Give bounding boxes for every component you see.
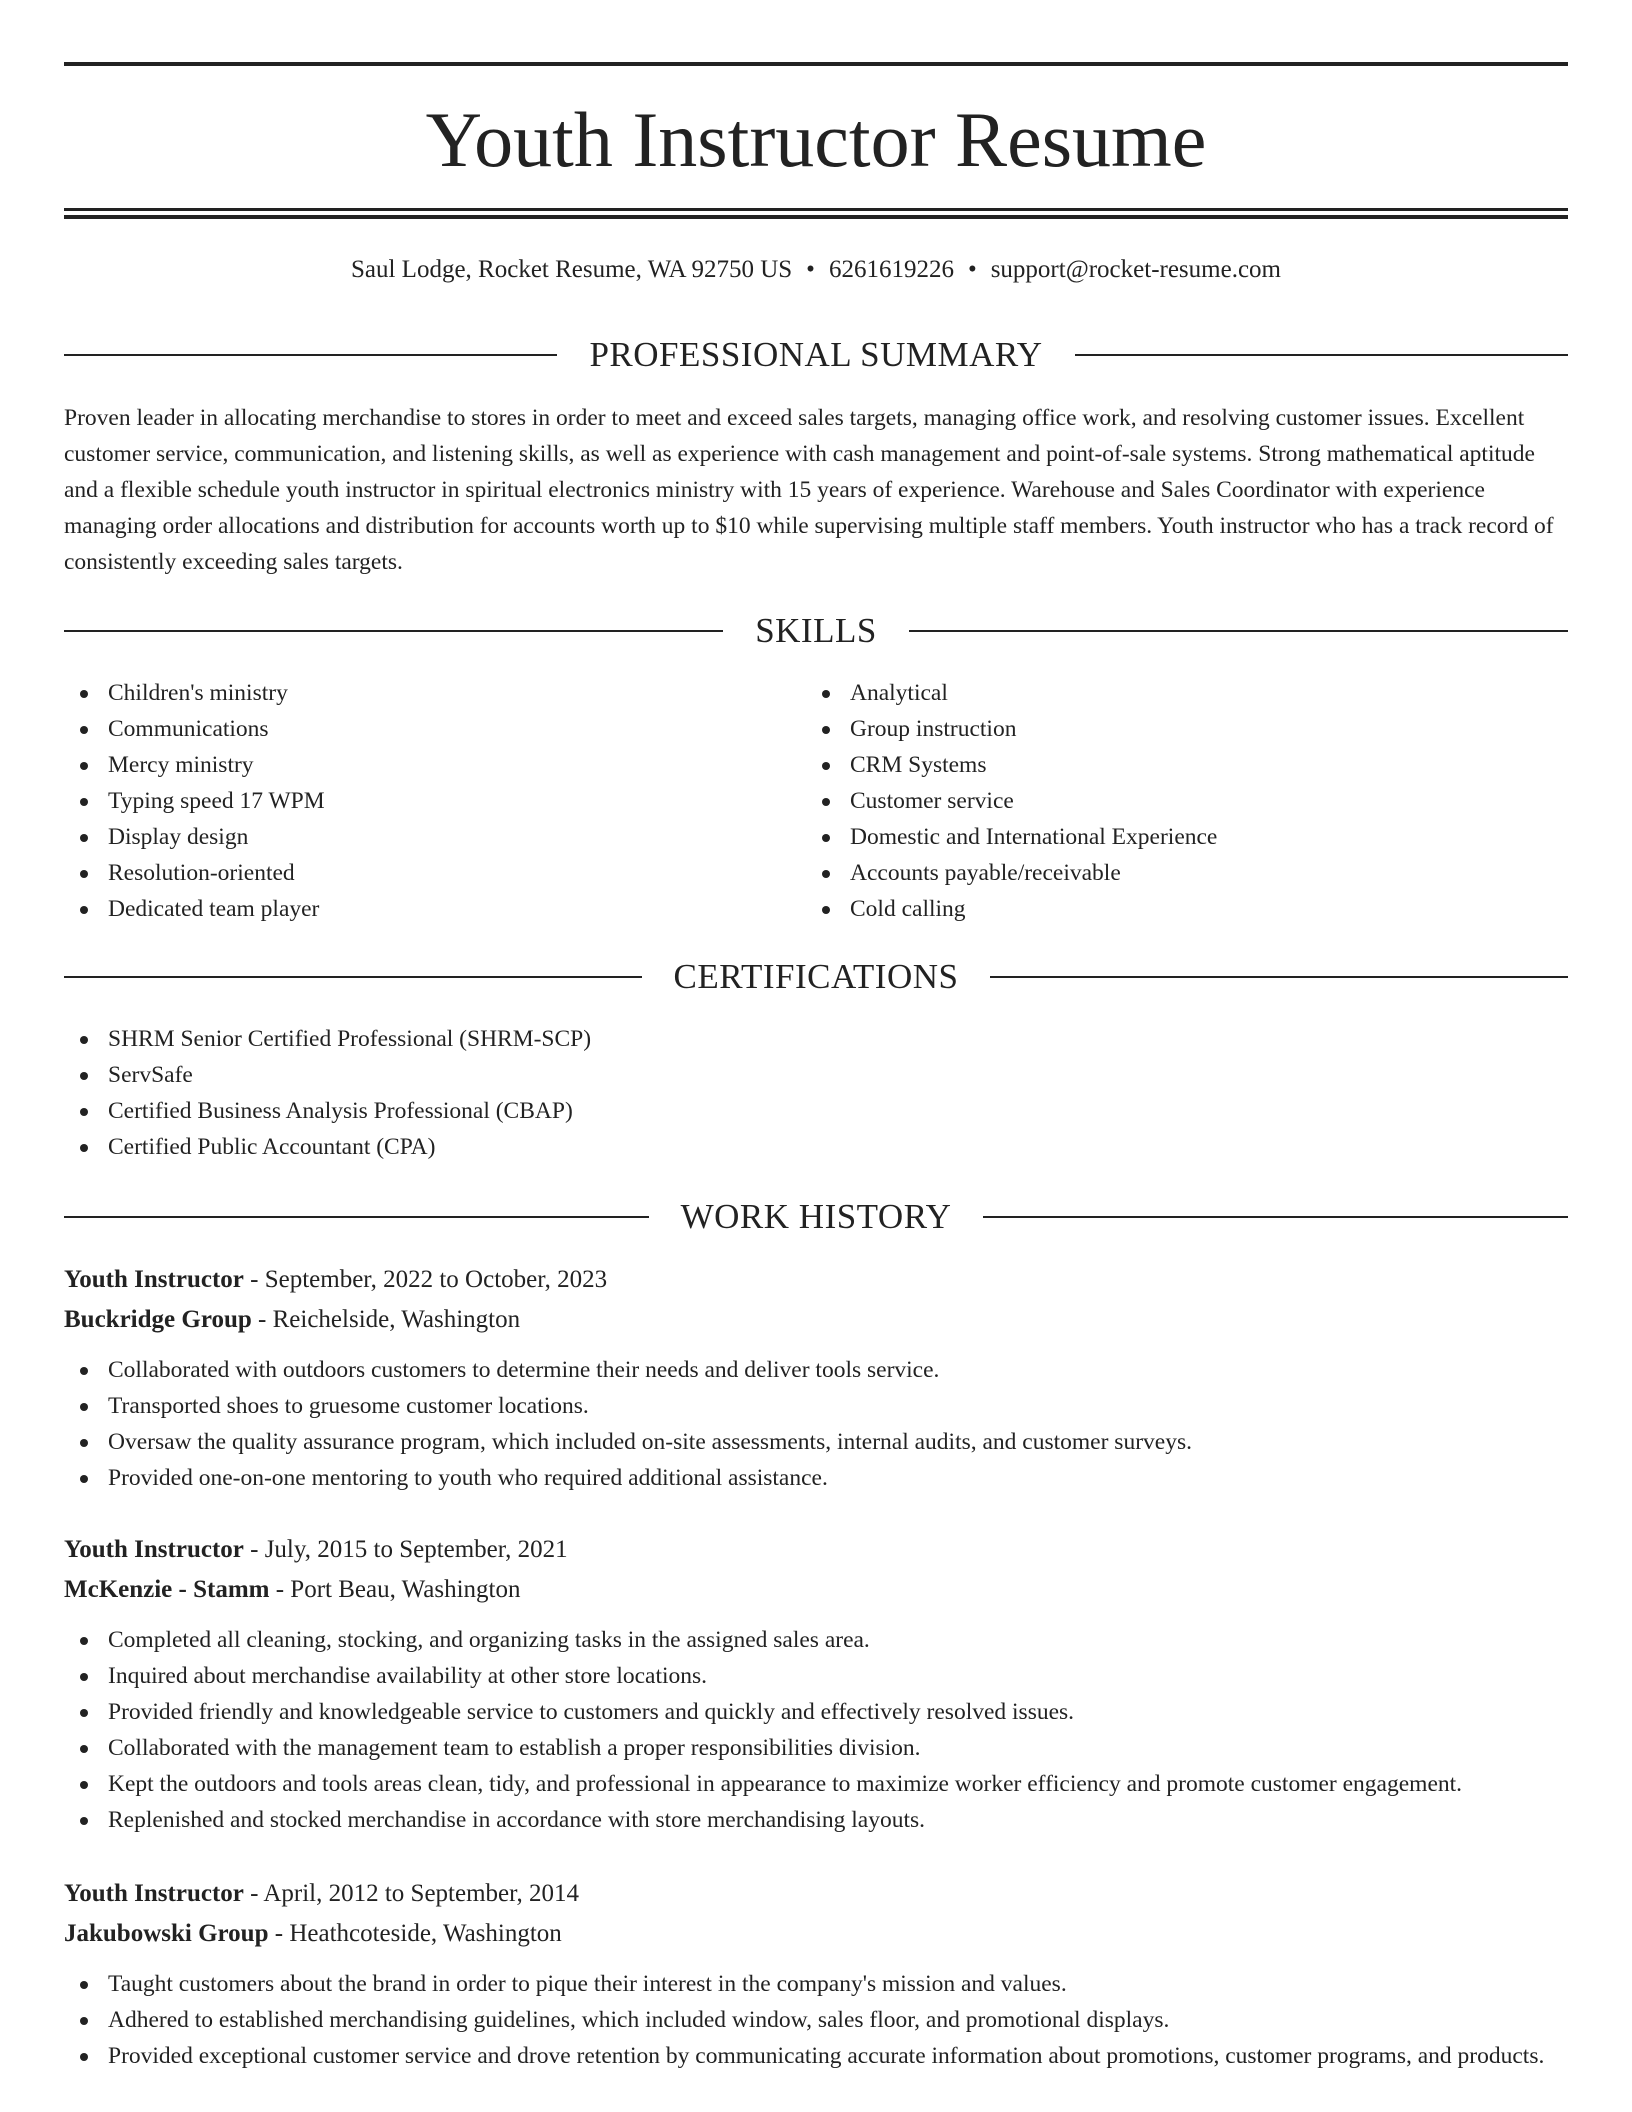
skill-item: Group instruction xyxy=(806,711,1566,747)
section-header-summary xyxy=(64,333,1568,377)
page-title: Youth Instructor Resume xyxy=(425,96,1207,183)
divider-line xyxy=(983,1216,1568,1218)
job-bullet: Provided one-on-one mentoring to youth who required additional assistance. xyxy=(64,1460,1568,1496)
skill-item: Domestic and International Experience xyxy=(806,819,1566,855)
job-location: - Port Beau, Washington xyxy=(269,1576,521,1603)
skills-list-left xyxy=(64,675,764,927)
job-dates: - April, 2012 to September, 2014 xyxy=(243,1880,579,1907)
certification-item: Certified Business Analysis Professional (CBAP) xyxy=(64,1093,1564,1129)
skills-list-right xyxy=(806,675,1566,927)
skill-item: Dedicated team player xyxy=(64,891,764,927)
top-rule xyxy=(64,62,1568,66)
job-location: - Heathcoteside, Washington xyxy=(268,1920,562,1947)
certifications-list xyxy=(64,1021,1564,1165)
section-title-summary: PROFESSIONAL SUMMARY xyxy=(589,335,1043,374)
job-company: Buckridge Group xyxy=(64,1306,252,1333)
job-bullet: Collaborated with the management team to establish a proper responsibilities division. xyxy=(64,1730,1568,1766)
section-title-skills: SKILLS xyxy=(755,611,877,650)
contact-separator: • xyxy=(967,256,977,283)
skill-item: Customer service xyxy=(806,783,1566,819)
job-bullet: Adhered to established merchandising guidelines, which included window, sales floor, and promotional displays. xyxy=(64,2002,1568,2038)
job-title: Youth Instructor xyxy=(64,1880,244,1907)
contact-phone: 6261619226 xyxy=(828,256,954,283)
job-bullet: Completed all cleaning, stocking, and organizing tasks in the assigned sales area. xyxy=(64,1622,1568,1658)
certification-item: Certified Public Accountant (CPA) xyxy=(64,1129,1564,1165)
divider-line xyxy=(64,630,723,632)
job-title-line xyxy=(64,1260,1568,1300)
skill-item: Cold calling xyxy=(806,891,1566,927)
divider-line xyxy=(64,354,557,356)
job-company-line xyxy=(64,1914,1568,1954)
contact-address: Saul Lodge, Rocket Resume, WA 92750 US xyxy=(350,256,793,283)
title-rule-lower xyxy=(64,215,1568,219)
skill-item: Analytical xyxy=(806,675,1566,711)
skill-item: Communications xyxy=(64,711,764,747)
skill-item: Accounts payable/receivable xyxy=(806,855,1566,891)
skill-item: Display design xyxy=(64,819,764,855)
divider-line xyxy=(64,976,642,978)
divider-line xyxy=(990,976,1568,978)
job-company: Jakubowski Group xyxy=(64,1920,269,1947)
job-bullet: Inquired about merchandise availability at other store locations. xyxy=(64,1658,1568,1694)
summary-paragraph: Proven leader in allocating merchandise to stores in order to meet and exceed sales targets, managing office work, and resolving customer issues. Excellent customer service, communication, and listening skills, as well as experience with cash management and point-of-sale systems. Strong mathematical aptitude and a flexible schedule youth instructor in spiritual electronics ministry with 15 years of experience. Warehouse and Sales Coordinator with experience managing order allocations and distribution for accounts worth up to $10 while supervising multiple staff members. Youth instructor who has a track record of consistently exceeding sales targets. xyxy=(64,405,1554,575)
job-title: Youth Instructor xyxy=(64,1536,244,1563)
job-bullets xyxy=(64,1966,1568,2074)
job-bullets xyxy=(64,1352,1568,1496)
section-header-certifications xyxy=(64,955,1568,999)
title-rule-upper xyxy=(64,208,1568,211)
divider-line xyxy=(64,1216,649,1218)
job-company: McKenzie - Stamm xyxy=(64,1576,270,1603)
job-entry xyxy=(64,1260,1568,1496)
job-dates: - September, 2022 to October, 2023 xyxy=(243,1266,608,1293)
job-bullet: Collaborated with outdoors customers to determine their needs and deliver tools service. xyxy=(64,1352,1568,1388)
skill-item: Resolution-oriented xyxy=(64,855,764,891)
job-bullet: Kept the outdoors and tools areas clean, tidy, and professional in appearance to maximize worker efficiency and promote customer engagement. xyxy=(64,1766,1568,1802)
certification-item: SHRM Senior Certified Professional (SHRM-SCP) xyxy=(64,1021,1564,1057)
job-company-line xyxy=(64,1300,1568,1340)
section-title-certifications: CERTIFICATIONS xyxy=(673,957,959,996)
job-bullet: Taught customers about the brand in order to pique their interest in the company's mission and values. xyxy=(64,1966,1568,2002)
job-bullet: Transported shoes to gruesome customer locations. xyxy=(64,1388,1568,1424)
skill-item: Mercy ministry xyxy=(64,747,764,783)
divider-line xyxy=(1075,354,1568,356)
job-bullet: Provided friendly and knowledgeable service to customers and quickly and effectively resolved issues. xyxy=(64,1694,1568,1730)
job-title-line xyxy=(64,1530,1568,1570)
skill-item: Children's ministry xyxy=(64,675,764,711)
section-header-skills xyxy=(64,609,1568,653)
job-entry xyxy=(64,1530,1568,1838)
contact-email: support@rocket-resume.com xyxy=(990,256,1281,283)
job-bullet: Replenished and stocked merchandise in accordance with store merchandising layouts. xyxy=(64,1802,1568,1838)
job-bullet: Provided exceptional customer service and drove retention by communicating accurate information about promotions, customer programs, and products. xyxy=(64,2038,1568,2074)
job-bullet: Oversaw the quality assurance program, which included on-site assessments, internal audits, and customer surveys. xyxy=(64,1424,1568,1460)
job-bullets xyxy=(64,1622,1568,1838)
job-entry xyxy=(64,1874,1568,2074)
skill-item: CRM Systems xyxy=(806,747,1566,783)
job-location: - Reichelside, Washington xyxy=(251,1306,521,1333)
job-dates: - July, 2015 to September, 2021 xyxy=(243,1536,568,1563)
section-title-work-history: WORK HISTORY xyxy=(680,1197,952,1236)
skill-item: Typing speed 17 WPM xyxy=(64,783,764,819)
job-title-line xyxy=(64,1874,1568,1914)
divider-line xyxy=(909,630,1568,632)
section-header-work-history xyxy=(64,1195,1568,1239)
contact-separator: • xyxy=(806,256,815,283)
contact-line xyxy=(64,254,1568,286)
certification-item: ServSafe xyxy=(64,1057,1564,1093)
job-company-line xyxy=(64,1570,1568,1610)
job-title: Youth Instructor xyxy=(64,1266,244,1293)
